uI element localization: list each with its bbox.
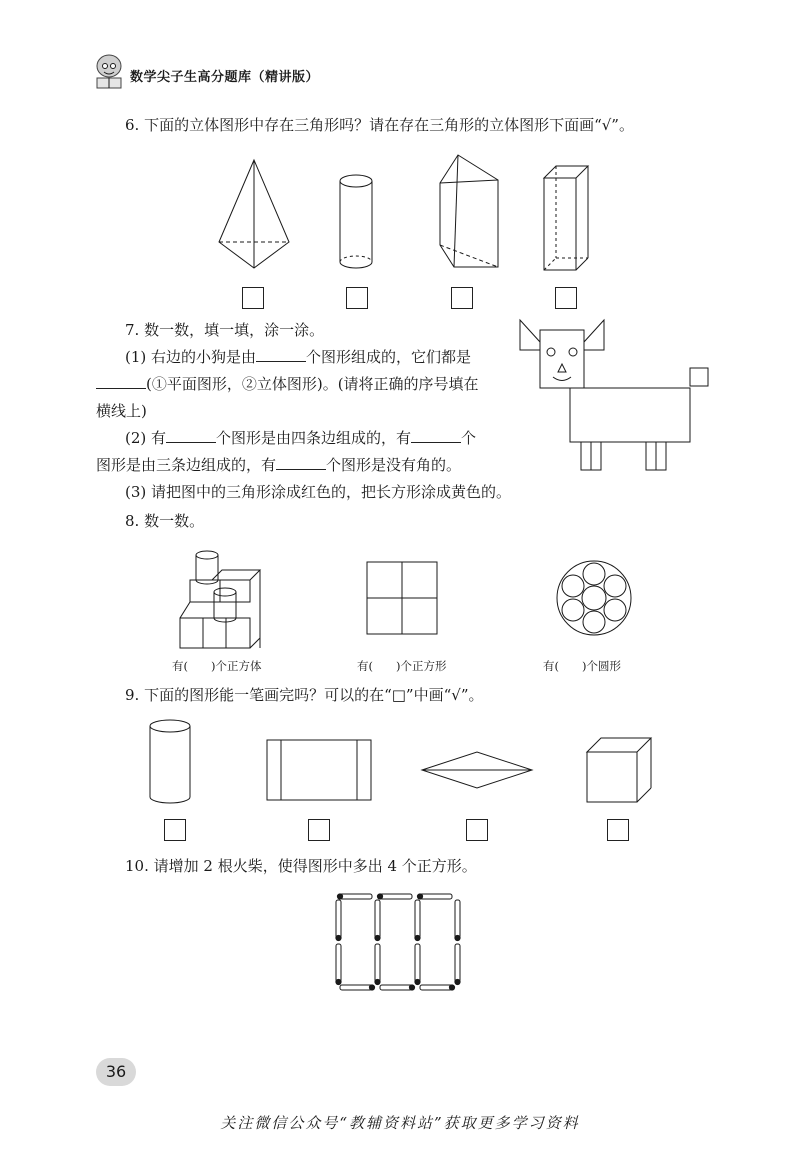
q8-caption-2: 有( )个正方形 [357,659,447,673]
q7-blank-3[interactable] [166,428,216,443]
dog-mouth [553,377,571,381]
header-logo [92,52,126,90]
dog-body [570,388,690,442]
header-title: 数学尖子生高分题库（精讲版） [130,70,320,85]
q9-cube [587,738,653,802]
q7-part1-line2: (①平面图形，②立体图形)。(请将正确的序号填在 [96,371,479,398]
dog-tail [690,368,708,386]
q7-dog-figure [520,320,715,475]
q9-checkbox-1[interactable] [164,819,186,841]
q7-part1-line3: 横线上) [96,402,147,420]
q6-text: 6. 下面的立体图形中存在三角形吗？请在存在三角形的立体图形下面画“√”。 [125,116,634,134]
page-number: 36 [96,1058,136,1086]
q7-blank-1[interactable] [256,347,306,362]
dog-head [540,330,584,388]
dog-leg-4 [656,442,666,470]
q8-caption-3: 有( )个圆形 [543,659,621,673]
q9-checkbox-2[interactable] [308,819,330,841]
dog-left-eye [547,348,555,356]
q9-checkbox-3[interactable] [466,819,488,841]
q10-matchstick-figure [334,892,466,992]
q7-part2-line1: (2) 有 个图形是由四条边组成的，有 个 [125,429,477,447]
q8-caption-1: 有( )个正方体 [172,659,262,673]
cartoon-student-icon [92,52,126,90]
q9-text: 9. 下面的图形能一笔画完吗？可以的在“□”中画“√”。 [125,686,484,704]
q7-part1-line1: (1) 右边的小狗是由 个图形组成的，它们都是 [125,348,472,366]
q7-part2-line2: 图形是由三条边组成的，有 个图形是没有角的。 [96,456,462,474]
dog-leg-1 [581,442,591,470]
dog-leg-3 [646,442,656,470]
dog-right-ear [584,320,604,350]
q8-square-grid [367,562,437,634]
dog-left-ear [520,320,540,350]
dog-leg-2 [591,442,601,470]
q8-title: 8. 数一数。 [125,512,205,530]
q6-triangular-prism [436,155,506,275]
q7-part3: (3) 请把图中的三角形涂成红色的，把长方形涂成黄色的。 [125,483,512,501]
q7-title: 7. 数一数，填一填，涂一涂。 [125,321,325,339]
q8-cube-stack [180,548,270,648]
q9-rectangle [267,740,371,800]
q9-rhombus [422,752,532,788]
dog-right-eye [569,348,577,356]
q6-cylinder [338,174,378,274]
q10-text: 10. 请增加 2 根火柴，使得图形中多出 4 个正方形。 [125,857,477,875]
q6-checkbox-4[interactable] [555,287,577,309]
q7-blank-2[interactable] [96,374,146,389]
q7-blank-5[interactable] [276,455,326,470]
q9-cylinder [150,720,192,804]
q7-blank-4[interactable] [411,428,461,443]
q6-checkbox-1[interactable] [242,287,264,309]
dog-nose [558,364,566,372]
q6-checkbox-2[interactable] [346,287,368,309]
footer-note: 关注微信公众号“教辅资料站”获取更多学习资料 [220,1114,580,1132]
q6-pyramid [214,160,294,275]
q9-checkbox-4[interactable] [607,819,629,841]
q6-cuboid [544,166,589,270]
q8-circles [556,560,632,636]
q6-checkbox-3[interactable] [451,287,473,309]
